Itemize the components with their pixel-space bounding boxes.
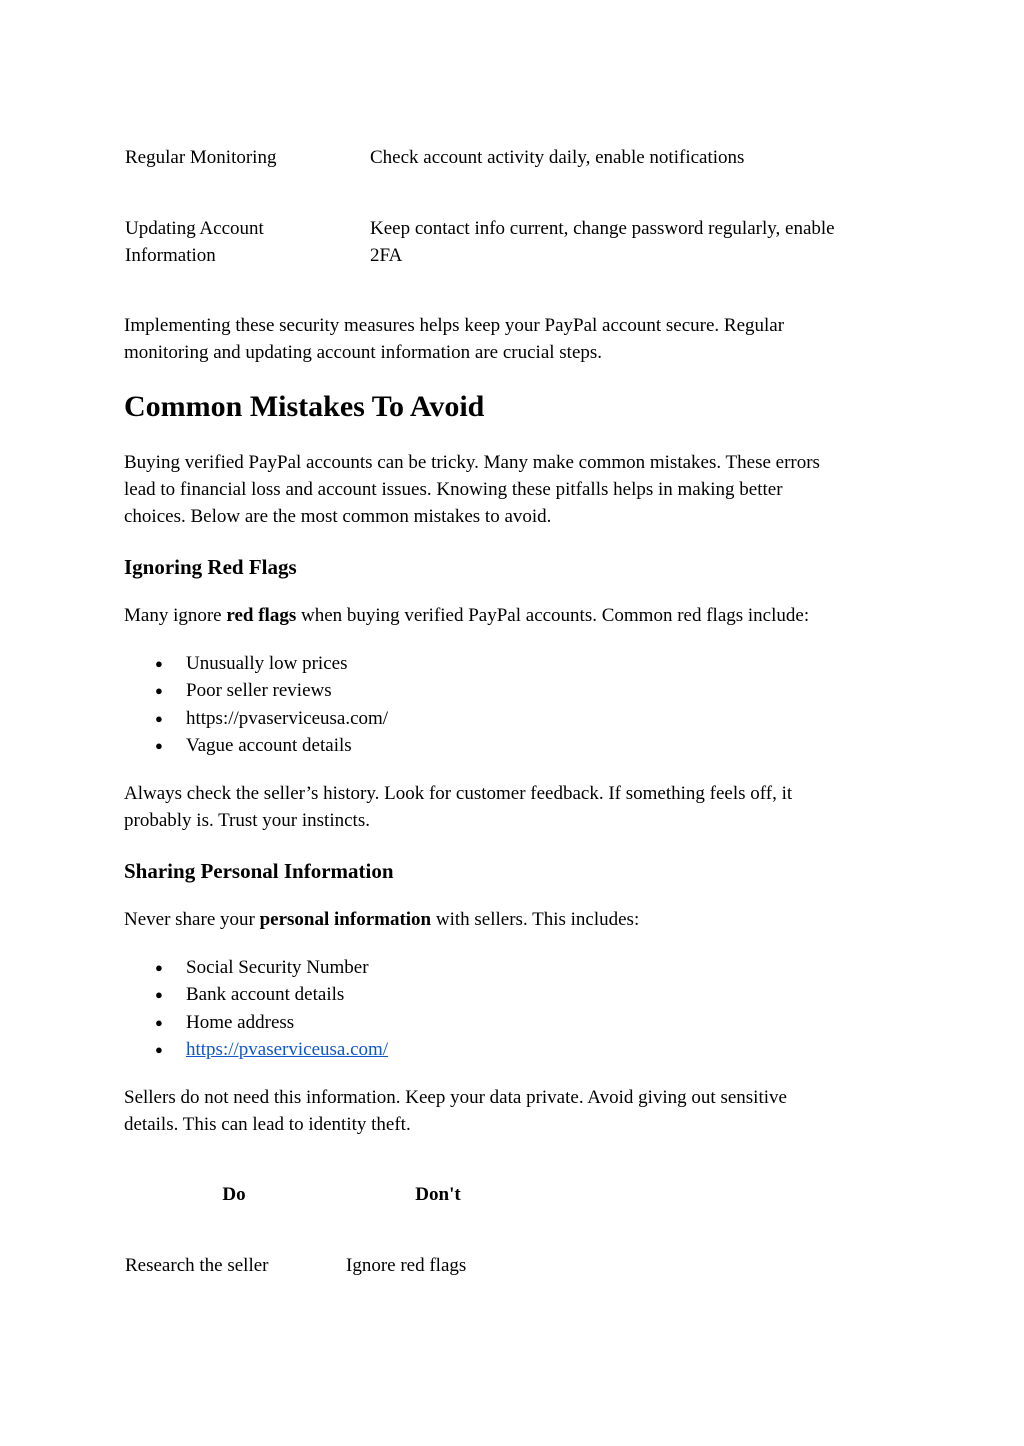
lead-text: with sellers. This includes:	[431, 909, 640, 930]
red-flags-closing	[124, 780, 792, 834]
list-item	[124, 677, 388, 704]
personal-info-closing	[124, 1084, 787, 1138]
lead-text: when buying verified PayPal accounts. Common red flags include:	[296, 605, 810, 626]
bullet-icon: ●	[155, 987, 163, 1003]
red-flags-list	[124, 650, 388, 759]
pvaserviceusa-link[interactable]: https://pvaserviceusa.com/	[186, 1038, 389, 1060]
list-item-text: https://pvaserviceusa.com/	[186, 707, 389, 729]
closing-line: Always check the seller’s history. Look for customer feedback. If something feels off, it	[124, 783, 793, 804]
list-item-text: Home address	[186, 1011, 295, 1033]
red-flags-heading: Ignoring Red Flags	[124, 555, 297, 579]
lead-text: Never share your	[124, 909, 260, 930]
table-cell-do: Research the seller	[125, 1255, 269, 1276]
column-header-do: Do	[222, 1184, 246, 1205]
personal-info-heading: Sharing Personal Information	[124, 859, 394, 883]
list-item	[124, 650, 388, 677]
personal-info-list	[124, 954, 388, 1063]
table-cell-description	[370, 215, 930, 269]
measure-updating-line2: Information	[125, 245, 216, 266]
closing-line: probably is. Trust your instincts.	[124, 810, 370, 831]
intro-line: monitoring and updating account information are crucial steps.	[124, 342, 603, 363]
list-item	[124, 705, 388, 732]
lead-bold-text: red flags	[226, 605, 297, 626]
bullet-icon: ●	[155, 737, 163, 753]
list-item-text: Social Security Number	[186, 957, 369, 978]
list-item-text: Unusually low prices	[186, 653, 348, 674]
section-line: lead to financial loss and account issues. Knowing these pitfalls helps in making better	[124, 479, 783, 500]
bullet-icon: ●	[155, 1014, 163, 1030]
column-header-dont: Don't	[415, 1184, 461, 1205]
table-cell-dont: Ignore red flags	[346, 1255, 467, 1276]
list-item-text: Bank account details	[186, 984, 345, 1006]
list-item	[124, 981, 388, 1008]
list-item	[124, 1009, 388, 1036]
list-item	[124, 732, 388, 759]
description-regular-monitoring: Check account activity daily, enable notifications	[370, 147, 745, 168]
section-heading: Common Mistakes To Avoid	[124, 390, 485, 423]
table-cell-description	[370, 144, 910, 171]
bullet-icon: ●	[155, 683, 163, 699]
table-cell-measure	[125, 144, 355, 171]
section-line: Buying verified PayPal accounts can be tricky. Many make common mistakes. These errors	[124, 452, 820, 473]
description-updating-line1: Keep contact info current, change password regularly, enable	[370, 218, 835, 239]
intro-line: Implementing these security measures helps keep your PayPal account secure. Regular	[124, 315, 785, 336]
closing-line: Sellers do not need this information. Keep your data private. Avoid giving out sensitive	[124, 1087, 787, 1108]
list-item-text: Poor seller reviews	[186, 680, 332, 702]
personal-info-lead	[124, 906, 639, 933]
bullet-icon: ●	[155, 656, 163, 671]
red-flags-lead	[124, 602, 809, 629]
section-line: choices. Below are the most common mistakes to avoid.	[124, 506, 552, 527]
closing-line: details. This can lead to identity theft.	[124, 1114, 411, 1135]
section-paragraph	[124, 449, 820, 530]
lead-bold-text: personal information	[259, 909, 432, 930]
bullet-icon: ●	[155, 960, 163, 975]
lead-text: Many ignore	[124, 605, 227, 626]
intro-paragraph	[124, 312, 784, 366]
bullet-icon: ●	[155, 710, 163, 726]
bullet-icon: ●	[155, 1041, 163, 1057]
table-cell-measure	[125, 215, 355, 269]
list-item	[124, 1036, 388, 1063]
measure-updating-line1: Updating Account	[125, 218, 264, 239]
list-item-text: Vague account details	[186, 734, 352, 756]
description-updating-line2: 2FA	[370, 245, 403, 266]
list-item	[124, 954, 388, 981]
measure-regular-monitoring: Regular Monitoring	[125, 147, 277, 168]
